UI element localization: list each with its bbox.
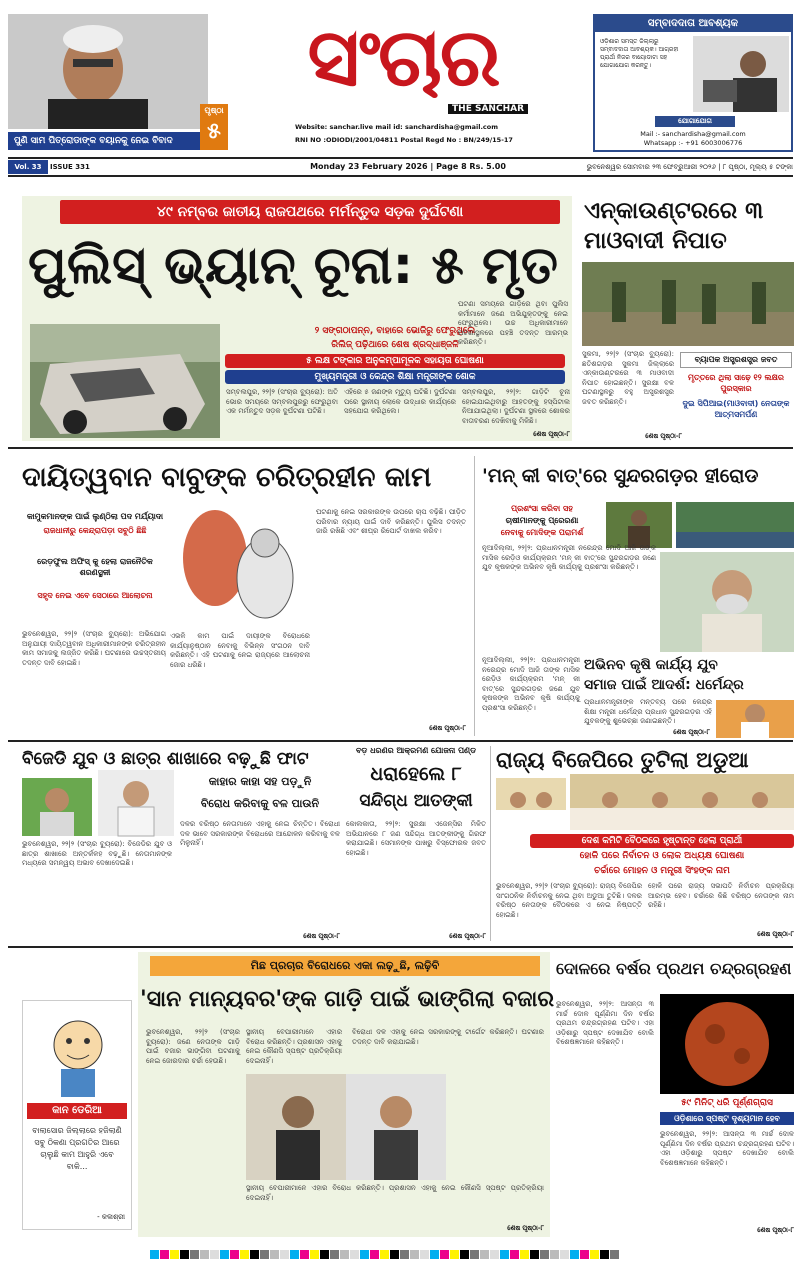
bjp-body-3: ହୋଳି ପରେ ରାଜ୍ୟ ସଭାପତି ନିର୍ବାଚନ ପ୍ରକ୍ରିୟା ଆରମ୍ଭ ହେବ। ଚର୍ଚ୍ଚାରେ କିଛି ବରିଷ୍ଠ ନେତାଙ୍କ ନାମ ରହିଛି।: [648, 882, 794, 909]
page-badge-label: ପୃଷ୍ଠା: [204, 106, 224, 115]
eclipse-caption-1: ୫୯ ମିନିଟ୍ ଧରି ପୂର୍ଣ୍ଣଗ୍ରାସ: [681, 1098, 773, 1108]
bjp-photo-1: [496, 778, 566, 830]
logo-text: ସଂଚାର: [307, 11, 499, 104]
rni-line: RNI NO :ODIODI/2001/04811 Postal Regd No : BN/249/15-17: [295, 136, 513, 144]
terror-continue[interactable]: ଶେଷ ପୃଷ୍ଠା-୮: [449, 932, 486, 940]
irresp-illustration: [170, 508, 310, 628]
logo[interactable]: [268, 8, 538, 120]
section-rule-2: [8, 740, 793, 742]
encounter-headline-2[interactable]: ମାଓବାଦୀ ନିପାତ: [584, 228, 727, 254]
market-headline[interactable]: 'ସାନ ମାନ୍ୟବର'ଙ୍କ ଗାଡ଼ି ପାଇଁ ଭାଙ୍ଗିଲା ବଜାର: [140, 987, 555, 1012]
ad-body: ଓଡ଼ିଶାର ସମସ୍ତ ଜିଲ୍ଲାରୁ ସମ୍ବାଦଦାତା ଆବଶ୍ୟକ। ଆଗ୍ରହୀ ପ୍ରାର୍ଥୀ ନିଜର ବାୟୋଡାଟା ସହ ଯୋଗାଯୋଗ କରନ୍ତୁ।: [600, 38, 679, 69]
market-kicker[interactable]: ମିଛ ପ୍ରଚାର ବିରୋଧରେ ଏକା ଲଢ଼ୁଛି, ଲଢ଼ିବି: [150, 956, 540, 976]
encounter-headline-1[interactable]: ଏନ୍‌କାଉଣ୍ଟରରେ ୩: [584, 198, 764, 224]
mann-sub-1: ପ୍ରଶଂସା କରିବା ସହ: [511, 504, 573, 513]
bjd-headline[interactable]: ବିଜେଡି ଯୁବ ଓ ଛାତ୍ର ଶାଖାରେ ବଢ଼ୁଛି ଫାଟ: [22, 749, 309, 769]
eclipse-continue[interactable]: ଶେଷ ପୃଷ୍ଠା-୮: [757, 1226, 794, 1234]
issue-label: ISSUE 331: [50, 163, 90, 171]
top-story-caption[interactable]: ପୁଣି ସାମ ପିତ୍ରୋଡାଙ୍କ ବୟାନକୁ ନେଇ ବିବାଦ: [8, 132, 208, 150]
market-photo: [246, 1074, 446, 1180]
cartoon-drawing: [31, 1007, 125, 1097]
mann-photo-1: [606, 502, 672, 548]
bjd-photo-2: [98, 770, 174, 836]
bjp-headline[interactable]: ରାଜ୍ୟ ବିଜେପିରେ ତୁଟିଲା ଅଡୁଆ: [496, 748, 749, 772]
lead-body-side: ଘଟଣା ସମୟରେ ଗାଡ଼ିରେ ଥିବା ପୁଲିସ କର୍ମୀମାନେ ଜଣେ ଅଭିଯୁକ୍ତଙ୍କୁ ନେଇ ଫେରୁଥିଲେ। ଉଚ୍ଚ ଅଧିକାରୀମାନେ ଘଟଣାସ୍ଥଳରେ ପହଞ୍ଚି ତଦନ୍ତ ଆରମ୍ଭ କରିଛନ୍ତି।: [458, 300, 568, 346]
mann-inset-body: ପ୍ରଧାନମନ୍ତ୍ରୀଙ୍କ ମନ୍ତବ୍ୟ ପରେ କେନ୍ଦ୍ର ଶିକ୍ଷା ମନ୍ତ୍ରୀ ଧର୍ମେନ୍ଦ୍ର ପ୍ରଧାନ ସୁନ୍ଦରଗଡ଼ର ଏହି ଯୁବକଙ୍କୁ ଶୁଭେଚ୍ଛା ଜଣାଇଛନ୍ତି।: [584, 698, 712, 725]
market-body-4: ସ୍ଥାନୀୟ ବେପାରୀମାନେ ଏହାର ବିରୋଧ କରିଛନ୍ତି। ପ୍ରଶାସନ ଏହାକୁ ନେଇ କୌଣସି ସ୍ପଷ୍ଟ ପ୍ରତିକ୍ରିୟା ଦେଇନାହିଁ।: [246, 1184, 544, 1202]
lead-body-1: ସମ୍ବଲପୁର, ୨୨|୨ (ସଂଚାର ବ୍ୟୁରୋ): ଅତି ଭୋର ସମୟରେ ସମ୍ବଲପୁରରୁ ଫେରୁଥିବା ଏକ ମର୍ମନ୍ତୁଦ ସଡ଼କ ଦୁର୍ଘଟଣା ଘଟିଛି।: [226, 388, 338, 415]
col-divider-2: [490, 746, 491, 941]
lead-body-2: ଏହିରେ ୫ ଜଣଙ୍କ ମୃତ୍ୟୁ ଘଟିଛି। ଦୁର୍ଘଟଣା ପରେ ସ୍ଥାନୀୟ ଲୋକେ ଉଦ୍ଧାର କାର୍ଯ୍ୟରେ ସହଯୋଗ କରିଥିଲେ।: [344, 388, 456, 415]
irresp-side-4: ସହୃଦ ନେଇ ଏବେ ସେଠାରେ ଆଲୋଚନା: [37, 591, 153, 600]
irresp-body-3: ଘଟଣାକୁ ନେଇ ସରକାରଙ୍କ ଉପରେ ଚାପ ବଢ଼ିଛି। ପୀଡ଼ିତ ପରିବାର ନ୍ୟାୟ ପାଇଁ ଦାବି କରିଛନ୍ତି। ପୁଲିସ ତଦନ୍ତ ଜାରି ରଖିଛି ଏବଂ ଶୀଘ୍ର ରିପୋର୍ଟ ଦାଖଲ କରିବ।: [316, 508, 466, 535]
terror-headline-2[interactable]: ସନ୍ଦିଗ୍ଧ ଆତଙ୍କୀ: [359, 791, 473, 811]
bjd-body-2: ଦଳର ବରିଷ୍ଠ ନେତାମାନେ ଏହାକୁ ନେଇ ଚିନ୍ତିତ। ବିରୋଧୀ ଦଳ ଭାବେ ସରକାରଙ୍କ ବିରୋଧରେ ଆନ୍ଦୋଳନ କରିବାକୁ ବଳ ମିଳୁନାହିଁ।: [180, 820, 340, 847]
mann-body: ନୂଆଦିଲ୍ଲୀ, ୨୨|୨: ପ୍ରଧାନମନ୍ତ୍ରୀ ନରେନ୍ଦ୍ର ମୋଦି ଆଜି ତାଙ୍କ ମାସିକ ରେଡ଼ିଓ କାର୍ଯ୍ୟକ୍ରମ 'ମନ୍ କୀ ବାତ୍'ରେ ସୁନ୍ଦରଗଡ଼ର ଜଣେ ଯୁବ କୃଷକଙ୍କ ଅଭିନବ କୃଷି କାର୍ଯ୍ୟକୁ ପ୍ରଶଂସା କରିଛନ୍ତି।: [482, 544, 656, 571]
lead-continue[interactable]: ଶେଷ ପୃଷ୍ଠା-୮: [533, 430, 570, 438]
encounter-box-2: ମୃତ୍ତରେ ଥିଲା ସାଢ଼େ ୧୨ ଲକ୍ଷର ପୁରସ୍କାର: [688, 373, 784, 393]
market-body-3: ବିରୋଧୀ ଦଳ ଏହାକୁ ନେଇ ସରକାରଙ୍କୁ ଟାର୍ଗେଟ କରିଛନ୍ତି। ଘଟଣାର ତଦନ୍ତ ଦାବି କରାଯାଇଛି।: [352, 1028, 544, 1046]
cartoon-title: କାନ ଡେରିଆ: [27, 1103, 127, 1119]
terror-body: କୋଲକାତା, ୨୨|୨: ସୁରକ୍ଷା ଏଜେନ୍ସିର ମିଳିତ ଅଭିଯାନରେ ୮ ଜଣ ସନ୍ଦିଗ୍ଧ ଆତଙ୍କୀଙ୍କୁ ଗିରଫ କରାଯାଇଛି। ସେମାନଙ୍କ ପାଖରୁ ବିସ୍ଫୋରକ ଜବତ ହୋଇଛି।: [346, 820, 486, 857]
lead-sub3: ୫ ଲକ୍ଷ ଟଙ୍କାର ଅନୁକମ୍ପାମୂଳକ ସହାୟତା ଘୋଷଣା: [225, 354, 565, 368]
website-line[interactable]: Website: sanchar.live mail id: sanchardisha@gmail.com: [295, 123, 499, 131]
ad-photo: [693, 36, 789, 112]
section-rule-1: [8, 447, 793, 449]
lead-headline[interactable]: ପୁଲିସ୍ ଭ୍ୟାନ୍ ଚୂନା: ୫ ମୃତ: [28, 236, 558, 296]
bjd-sub-1: କାହାର କାହା ସହ ପଡ଼ୁନି: [208, 775, 312, 788]
logo-subtitle: THE SANCHAR: [448, 104, 528, 114]
lead-sub1: ୨ ସଙ୍ଗଠାପନ୍ନ, ବାହାରେ ଭୋଜିରୁ ଫେରୁଥିଲେ: [314, 326, 476, 336]
strip-top-rule: [8, 157, 793, 159]
encounter-box-1: ବ୍ୟାପକ ଅସ୍ତ୍ରଶସ୍ତ୍ର ଜବତ: [680, 352, 792, 368]
lead-sub2: ରିଲିଜ୍ ପଢ଼ିଥାରେ ଶେଷ ଶ୍ରଦ୍ଧାଞ୍ଜଳି: [331, 340, 459, 350]
bjp-sub-1: ଦେଶ କମିଟି ବୈଠକରେ ହୃଷ୍ଟାନ୍ତ ହେଲା ପ୍ରାର୍ଥୀ: [530, 834, 794, 848]
info-strip: [8, 160, 793, 174]
cartoon-box: [22, 1000, 132, 1230]
ad-contact-label: ଯୋଗାଯୋଗ: [655, 116, 735, 127]
cartoon-sign: - କଳାଶ୍ରୀ: [97, 1213, 125, 1221]
ad-mail[interactable]: Mail :- sanchardisha@gmail.com: [640, 130, 746, 138]
eclipse-body-2: ଭୁବନେଶ୍ୱର, ୨୨|୨: ଆସନ୍ତା ୩ ମାର୍ଚ୍ଚ ଦୋଳ ପୂର୍ଣ୍ଣିମା ଦିନ ବର୍ଷର ପ୍ରଥମ ଚନ୍ଦ୍ରଗ୍ରହଣ ଘଟିବ। ଏହା ଓଡ଼ିଶାରୁ ସ୍ପଷ୍ଟ ଦେଖାଯିବ ବୋଲି ବିଶେଷଜ୍ଞମାନେ କହିଛନ୍ତି।: [660, 1130, 794, 1167]
encounter-photo: [582, 262, 794, 346]
mann-inset-title-1[interactable]: ଅଭିନବ କୃଷି କାର୍ଯ୍ୟ ଯୁବ: [584, 657, 718, 673]
market-body-1: ଭୁବନେଶ୍ୱର, ୨୨|୨ (ସଂଚାର ବ୍ୟୁରୋ): ଜଣେ ନେତାଙ୍କ ଗାଡ଼ି ପାଇଁ ବଜାର ଭାଙ୍ଗିବା ଘଟଣାକୁ ନେଇ ଜୋରଦାର ଚର୍ଚ୍ଚା ହେଉଛି।: [146, 1028, 240, 1065]
bjd-photo-1: [22, 778, 92, 836]
odia-date-line: ଭୁବନେଶ୍ୱର ସୋମବାର ୨୩ ଫେବ୍ରୁଆରୀ ୨୦୨୬ | ୮ ପୃଷ୍ଠା, ମୂଲ୍ୟ ୫ ଟଙ୍କା: [586, 163, 793, 171]
bjp-photo-2: [570, 774, 794, 830]
section-rule-3: [8, 946, 793, 948]
irresp-side-1: କାମୁକମାନଙ୍କ ପାଇଁ ଲୁଣ୍ଠିଲା ପଦ ମର୍ଯ୍ୟାଦା: [26, 512, 164, 521]
irresp-body-2: ଏଭଳି କାମ ପାଇଁ ଦାୟୀଙ୍କ ବିରୋଧରେ କାର୍ଯ୍ୟାନୁଷ୍ଠାନ ନେବାକୁ ବିଭିନ୍ନ ସଂଗଠନ ଦାବି କରିଛନ୍ତି। ଏହି ଘଟଣାକୁ ନେଇ ରାଜ୍ୟରେ ଆଲୋଚନା ଜୋର ଧରିଛି।: [170, 632, 310, 669]
market-body-2: ସ୍ଥାନୀୟ ବେପାରୀମାନେ ଏହାର ବିରୋଧ କରିଛନ୍ତି। ପ୍ରଶାସନ ଏହାକୁ ନେଇ କୌଣସି ସ୍ପଷ୍ଟ ପ୍ରତିକ୍ରିୟା ଦେଇନାହିଁ।: [246, 1028, 342, 1065]
mann-body-2: ନୂଆଦିଲ୍ଲୀ, ୨୨|୨: ପ୍ରଧାନମନ୍ତ୍ରୀ ନରେନ୍ଦ୍ର ମୋଦି ଆଜି ତାଙ୍କ ମାସିକ ରେଡ଼ିଓ କାର୍ଯ୍ୟକ୍ରମ 'ମନ୍ କୀ ବାତ୍'ରେ ସୁନ୍ଦରଗଡ଼ର ଜଣେ ଯୁବ କୃଷକଙ୍କ ଅଭିନବ କୃଷି କାର୍ଯ୍ୟକୁ ପ୍ରଶଂସା କରିଛନ୍ତି।: [482, 656, 580, 712]
vol-label: Vol. 33: [8, 160, 48, 174]
color-registration-strip: [150, 1244, 670, 1254]
eclipse-body: ଭୁବନେଶ୍ୱର, ୨୨|୨: ଆସନ୍ତା ୩ ମାର୍ଚ୍ଚ ଦୋଳ ପୂର୍ଣ୍ଣିମା ଦିନ ବର୍ଷର ପ୍ରଥମ ଚନ୍ଦ୍ରଗ୍ରହଣ ଘଟିବ। ଏହା ଓଡ଼ିଶାରୁ ସ୍ପଷ୍ଟ ଦେଖାଯିବ ବୋଲି ବିଶେଷଜ୍ଞମାନେ କହିଛନ୍ତି।: [556, 1000, 654, 1046]
bjd-body-1: ଭୁବନେଶ୍ୱର, ୨୨|୨ (ସଂଚାର ବ୍ୟୁରୋ): ବିଜେଡିର ଯୁବ ଓ ଛାତ୍ର ଶାଖାରେ ଅନ୍ତର୍କଳହ ବଢ଼ୁଛି। ନେତାମାନଙ୍କ ମଧ୍ୟରେ ସମନ୍ୱୟ ଅଭାବ ଦେଖାଦେଇଛି।: [22, 840, 172, 867]
mann-photo-2: [676, 502, 794, 548]
irresp-body-1: ଭୁବନେଶ୍ୱର, ୨୨|୨ (ସଂଚାର ବ୍ୟୁରୋ): ଅଭିଯୋଗ ଅନୁଯାୟୀ ଦାୟିତ୍ୱବାନ ଅଧିକାରୀମାନଙ୍କ ଚରିତ୍ରହୀନ କାମ ସମାଜକୁ ଲଜ୍ଜିତ କରିଛି। ଘଟଣାରେ ଉଚ୍ଚସ୍ତରୀୟ ତଦନ୍ତ ଦାବି ହୋଇଛି।: [22, 630, 166, 667]
market-continue[interactable]: ଶେଷ ପୃଷ୍ଠା-୮: [507, 1224, 544, 1232]
lead-body-4: ସମ୍ବଲପୁର, ୨୨|୨: ଗାଡ଼ିଟି ଚୂନା ହୋଇଯାଇଥିବାରୁ ଆହତଙ୍କୁ ହସ୍ପିଟାଲ ନିଆଯାଇଥିଲା। ଦୁର୍ଘଟଣା ସ୍ଥଳରେ ଶୋକର ବାତାବରଣ ଦେଖିବାକୁ ମିଳିଛି।: [462, 388, 570, 425]
terror-headline-1[interactable]: ଧରାହେଲେ ୮: [370, 763, 462, 785]
modi-photo: [660, 552, 794, 652]
mann-continue[interactable]: ଶେଷ ପୃଷ୍ଠା-୮: [673, 728, 710, 736]
encounter-continue[interactable]: ଶେଷ ପୃଷ୍ଠା-୮: [645, 432, 682, 440]
strip-bottom-rule: [8, 175, 793, 177]
terror-kicker: ବଡ଼ ଧରଣର ଆକ୍ରମଣ ଯୋଜନା ପଣ୍ଡ: [355, 746, 477, 755]
encounter-body: ସୁକମା, ୨୨|୨ (ସଂଚାର ବ୍ୟୁରୋ): ଛତିଶଗଡ଼ର ସୁକମା ଜିଲ୍ଲାରେ ଏନ୍‌କାଉଣ୍ଟରରେ ୩ ମାଓବାଦୀ ନିପାତ ହୋଇଛନ୍ତି। ସୁରକ୍ଷା ବଳ ଘଟଣାସ୍ଥଳରୁ ବହୁ ଅସ୍ତ୍ରଶସ୍ତ୍ର ଜବତ କରିଛନ୍ତି।: [582, 350, 674, 406]
mann-sub-3: ନେବାକୁ ମୋଦିଙ୍କ ପରାମର୍ଶ: [500, 528, 584, 537]
page-badge-number: ୫: [207, 119, 221, 144]
bjp-body-2: ଭୁବନେଶ୍ୱର, ୨୨|୨ (ସଂଚାର ବ୍ୟୁରୋ): ରାଜ୍ୟ ବିଜେପିର ସାଂଗଠନିକ ନିର୍ବାଚନକୁ ନେଇ ଥିବା ଅଡୁଆ ତୁଟିଛି। ଦଳର ବରିଷ୍ଠ ନେତାଙ୍କ ବୈଠକରେ ଏ ନେଇ ନିଷ୍ପତ୍ତି ହୋଇଛି।: [496, 882, 642, 919]
bjp-sub-3: ଚର୍ଚ୍ଚାରେ ମୋହନ ଓ ମନ୍ତ୍ରୀ ସିଂହଙ୍କ ନାମ: [594, 866, 730, 876]
bjd-sub-2: ବିରୋଧ କରିବାକୁ ବଳ ପାଉନି: [200, 797, 320, 810]
col-divider: [474, 456, 475, 736]
ad-whatsapp[interactable]: Whatsapp :- +91 6003006776: [643, 139, 743, 147]
dharmendra-photo: [716, 700, 794, 738]
bjp-continue[interactable]: ଶେଷ ପୃଷ୍ଠା-୮: [757, 930, 794, 938]
recruitment-ad[interactable]: [593, 14, 793, 152]
irresp-headline[interactable]: ଦାୟିତ୍ୱବାନ ବାବୁଙ୍କ ଚରିତ୍ରହୀନ କାମ: [22, 462, 432, 493]
mann-inset-title-2[interactable]: ସମାଜ ପାଇଁ ଆଦର୍ଶ: ଧର୍ମେନ୍ଦ୍ର: [584, 677, 744, 693]
date-line: Monday 23 February 2026 | Page 8 Rs. 5.00: [310, 162, 506, 171]
eclipse-caption-2: ଓଡ଼ିଶାରେ ସ୍ପଷ୍ଟ ଦୃଶ୍ୟମାନ ହେବ: [660, 1112, 794, 1125]
lead-sub4: ମୁଖ୍ୟମନ୍ତ୍ରୀ ଓ କେନ୍ଦ୍ର ଶିକ୍ଷା ମନ୍ତ୍ରୀଙ୍କ ଶୋକ: [225, 370, 565, 384]
eclipse-headline[interactable]: ଦୋଳରେ ବର୍ଷର ପ୍ରଥମ ଚନ୍ଦ୍ରଗ୍ରହଣ: [556, 959, 792, 978]
top-story-photo: [8, 14, 208, 129]
bjp-sub-2: ହୋଳି ପରେ ନିର୍ବାଚନ ଓ ଲୋକ ଅଧ୍ୟକ୍ଷ ଘୋଷଣା: [579, 851, 745, 861]
lead-photo: [30, 324, 220, 438]
cartoon-body: ବାଲାସୋର ଜିଲ୍ଲାରେ ହଜିଲାଣି ସବୁ ଠିକଣା ପ୍ରଗତିର ଆରେ ଚାଲୁଛି କାମ ଆହୁରି ଏବେ ବାକି...: [32, 1126, 122, 1171]
ad-title: ସମ୍ବାଦଦାତା ଆବଶ୍ୟକ: [595, 16, 791, 32]
mann-sub-2: ଚାଷୀମାନଙ୍କୁ ପ୍ରେରଣା: [505, 516, 579, 525]
eclipse-photo: [660, 994, 794, 1094]
irresp-side-3: ରେଡ଼ଫୁଲ ଅଫିସ୍ କୁ ହେଲା ରାଜନୈତିକ ଶରଣସ୍ଥଳୀ: [37, 557, 153, 577]
irresp-side-2: ରାଜଧାନୀରୁ କେନ୍ଦ୍ରାପଡ଼ା ସବୁଠି ଛିଛି: [43, 526, 147, 535]
mann-headline[interactable]: 'ମନ୍ କୀ ବାତ୍'ରେ ସୁନ୍ଦରଗଡ଼ର ହୀରୋଡ: [482, 465, 759, 487]
lead-kicker[interactable]: ୪୯ ନମ୍ବର ଜାତୀୟ ରାଜପଥରେ ମର୍ମନ୍ତୁଦ ସଡ଼କ ଦୁର୍ଘଟଣା: [60, 200, 560, 224]
page-badge[interactable]: [200, 104, 228, 150]
bjd-continue[interactable]: ଶେଷ ପୃଷ୍ଠା-୮: [303, 932, 340, 940]
encounter-box-3: ଦୁଇ ସିପିଆଇ(ମାଓବାଦୀ) ନେତାଙ୍କ ଆତ୍ମସମର୍ପଣ: [682, 399, 790, 419]
irresp-continue[interactable]: ଶେଷ ପୃଷ୍ଠା-୮: [429, 724, 466, 732]
